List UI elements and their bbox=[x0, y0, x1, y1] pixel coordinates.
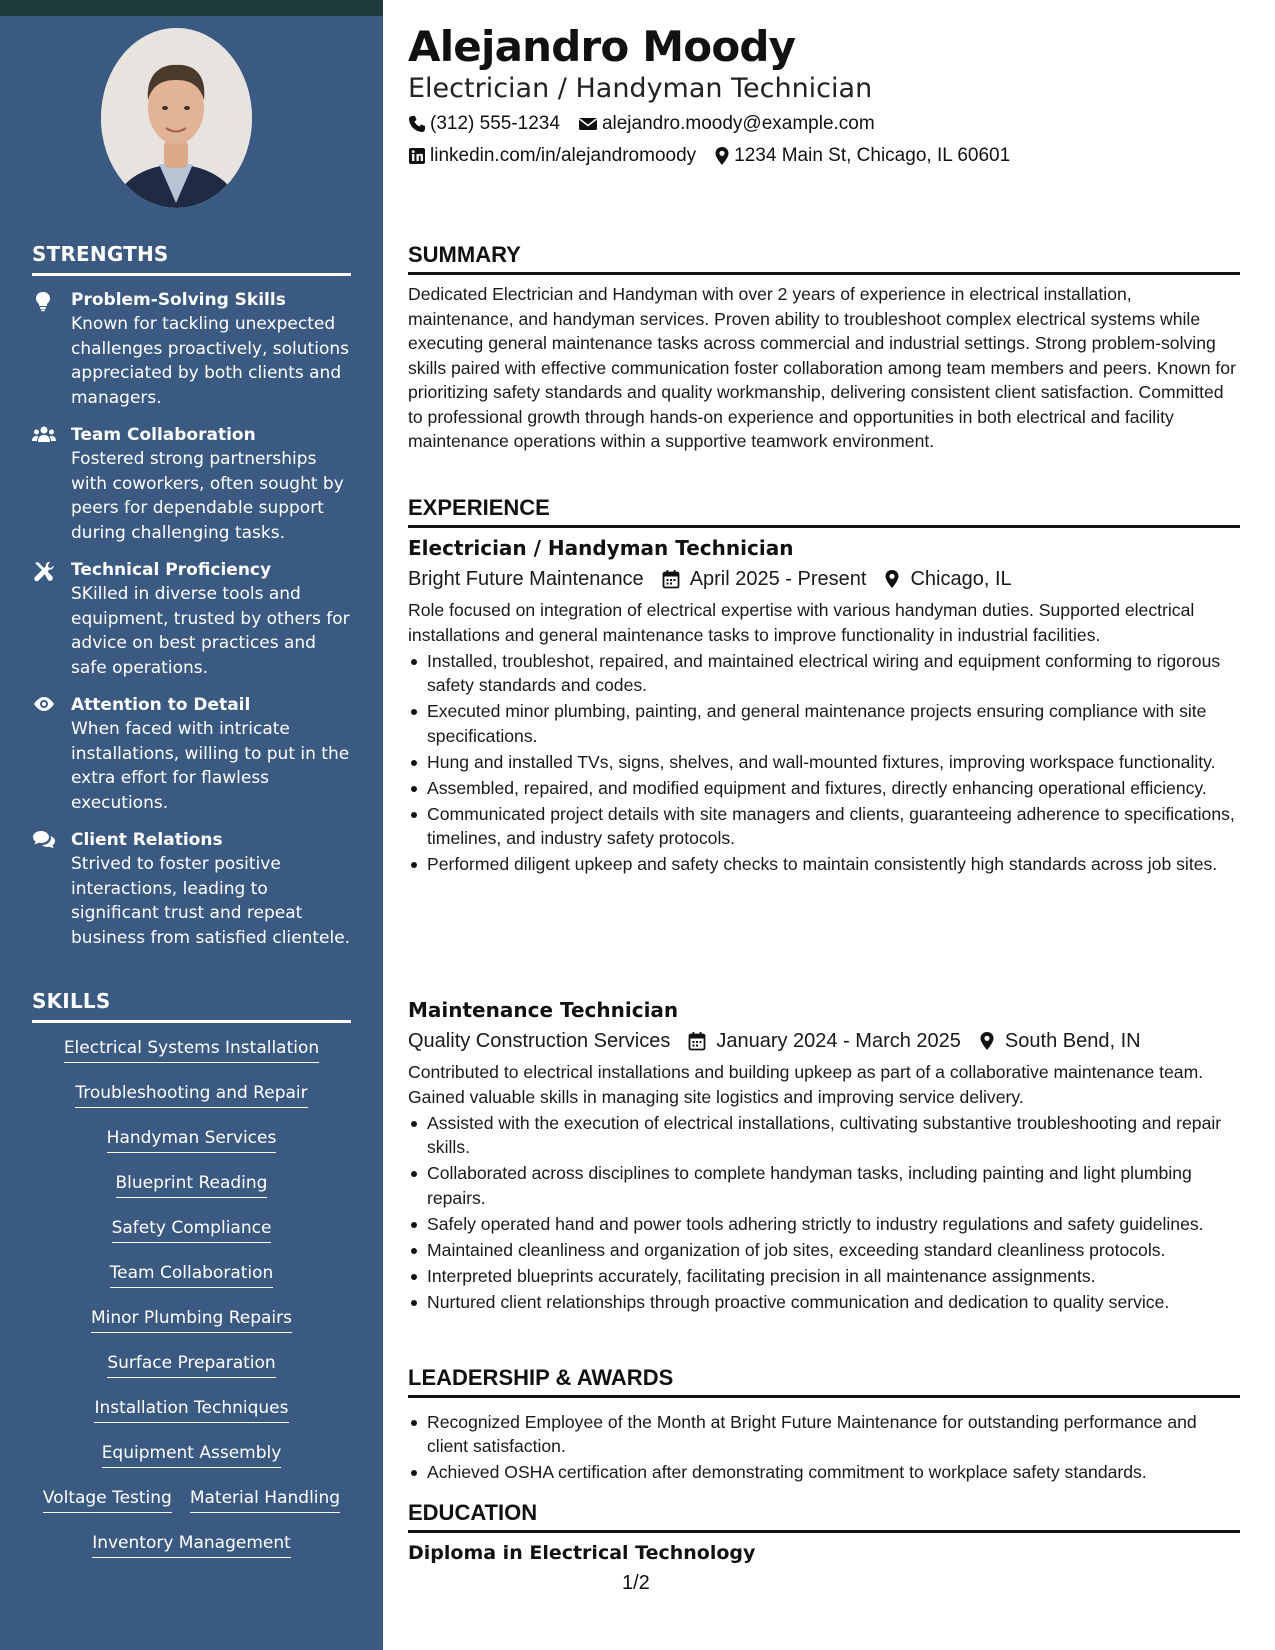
map-marker-icon bbox=[979, 1031, 1005, 1051]
strength-title: Problem-Solving Skills bbox=[71, 290, 286, 310]
candidate-name: Alejandro Moody bbox=[408, 22, 796, 71]
summary-heading: SUMMARY bbox=[408, 242, 1240, 275]
contact-linkedin[interactable] bbox=[408, 145, 696, 167]
skill-tag: Handyman Services bbox=[107, 1126, 277, 1153]
job-meta bbox=[408, 1025, 1240, 1057]
job-bullet: Interpreted blueprints accurately, facilitating precision in all maintenance assignments. bbox=[408, 1264, 1240, 1289]
job-location bbox=[884, 563, 1011, 595]
job-meta bbox=[408, 563, 1240, 595]
skill-tag: Surface Preparation bbox=[107, 1351, 275, 1378]
address-text: 1234 Main St, Chicago, IL 60601 bbox=[734, 145, 1011, 166]
skill-tag: Blueprint Reading bbox=[116, 1171, 268, 1198]
profile-photo bbox=[101, 28, 252, 208]
skills-list bbox=[32, 1036, 351, 1576]
job-bullet: Collaborated across disciplines to complete handyman tasks, including painting and light plumbing repairs. bbox=[408, 1161, 1240, 1210]
strength-description: When faced with intricate installations, willing to put in the extra effort for flawless executions. bbox=[71, 719, 350, 813]
candidate-headline: Electrician / Handyman Technician bbox=[408, 73, 873, 104]
job-bullets bbox=[408, 1111, 1240, 1315]
experience-heading: EXPERIENCE bbox=[408, 495, 1240, 528]
strength-item bbox=[32, 288, 357, 410]
contact-email[interactable] bbox=[578, 113, 875, 135]
envelope-icon bbox=[578, 116, 602, 132]
leadership-list bbox=[408, 1408, 1240, 1485]
strength-item bbox=[32, 693, 357, 815]
job-bullet: Hung and installed TVs, signs, shelves, and wall-mounted fixtures, improving workspace functionality. bbox=[408, 750, 1240, 775]
job-summary: Role focused on integration of electrical expertise with various handyman duties. Supported electrical installations and general maintenance tasks to improve functionality in industrial facilities. bbox=[408, 600, 1195, 645]
job-bullet: Assembled, repaired, and modified equipment and fixtures, directly enhancing operational efficiency. bbox=[408, 776, 1240, 801]
summary-text: Dedicated Electrician and Handyman with over 2 years of experience in electrical installation, maintenance, and handyman services. Proven ability to troubleshoot complex electrical systems while executing general maintenance tasks across commercial and industrial settings. Strong problem-solving skills paired with effective communication foster collaboration among team members and peers. Known for prioritizing safety standards and quality workmanship, delivering consistent client satisfaction. Committed to professional growth through hands-on experience and opportunities in both electrical and facility maintenance operations within a supportive teamwork environment. bbox=[408, 284, 1236, 451]
job-location bbox=[979, 1025, 1141, 1057]
job-dates-text: April 2025 - Present bbox=[689, 568, 867, 590]
job-entry bbox=[408, 533, 1240, 877]
skill-tag: Safety Compliance bbox=[112, 1216, 272, 1243]
skill-tag: Troubleshooting and Repair bbox=[75, 1081, 307, 1108]
comments-icon bbox=[32, 828, 71, 950]
job-company: Quality Construction Services bbox=[408, 1030, 671, 1052]
strength-title: Team Collaboration bbox=[71, 425, 256, 445]
job-bullet: Performed diligent upkeep and safety checks to maintain consistently high standards across job sites. bbox=[408, 852, 1240, 877]
skill-tag: Voltage Testing bbox=[43, 1486, 172, 1513]
job-company: Bright Future Maintenance bbox=[408, 568, 644, 590]
skill-tag: Installation Techniques bbox=[94, 1396, 288, 1423]
sidebar-top-bar bbox=[0, 0, 383, 16]
skill-tag: Team Collaboration bbox=[110, 1261, 274, 1288]
phone-text: (312) 555-1234 bbox=[430, 113, 560, 134]
job-bullet: Maintained cleanliness and organization of job sites, exceeding standard cleanliness protocols. bbox=[408, 1238, 1240, 1263]
job-dates bbox=[662, 563, 867, 595]
job-dates-text: January 2024 - March 2025 bbox=[716, 1030, 961, 1052]
email-text: alejandro.moody@example.com bbox=[601, 113, 875, 134]
skill-tag: Material Handling bbox=[190, 1486, 340, 1513]
strength-description: Strived to foster positive interactions, leading to significant trust and repeat business from satisfied clientele. bbox=[71, 854, 351, 948]
job-entry bbox=[408, 995, 1240, 1314]
job-title: Electrician / Handyman Technician bbox=[408, 536, 794, 560]
education-degree: Diploma in Electrical Technology bbox=[408, 1542, 756, 1564]
strength-item bbox=[32, 558, 357, 680]
job-location-text: Chicago, IL bbox=[910, 568, 1012, 590]
job-bullet: Assisted with the execution of electrical installations, cultivating substantive troubleshooting and repair skills. bbox=[408, 1111, 1240, 1160]
strength-item bbox=[32, 828, 357, 950]
strengths-list bbox=[32, 288, 357, 963]
strength-item bbox=[32, 423, 357, 545]
tools-icon bbox=[32, 558, 71, 680]
contact-address bbox=[714, 145, 1010, 167]
strength-title: Client Relations bbox=[71, 830, 223, 850]
calendar-icon bbox=[662, 569, 690, 589]
award-item: Achieved OSHA certification after demonstrating commitment to workplace safety standards. bbox=[408, 1460, 1240, 1485]
leadership-heading: LEADERSHIP & AWARDS bbox=[408, 1365, 1240, 1398]
skill-tag: Electrical Systems Installation bbox=[64, 1036, 319, 1063]
job-dates bbox=[688, 1025, 961, 1057]
contact-phone bbox=[408, 113, 560, 135]
contact-line bbox=[408, 113, 893, 135]
map-marker-icon bbox=[714, 146, 734, 166]
education-heading: EDUCATION bbox=[408, 1500, 1240, 1533]
skill-tag: Inventory Management bbox=[92, 1531, 291, 1558]
job-location-text: South Bend, IN bbox=[1004, 1030, 1141, 1052]
calendar-icon bbox=[688, 1031, 716, 1051]
award-item: Recognized Employee of the Month at Bright Future Maintenance for outstanding performance and client satisfaction. bbox=[408, 1410, 1240, 1459]
job-bullet: Installed, troubleshot, repaired, and maintained electrical wiring and equipment conforming to rigorous safety standards and codes. bbox=[408, 649, 1240, 698]
strength-title: Attention to Detail bbox=[71, 695, 251, 715]
eye-icon bbox=[32, 693, 71, 815]
skill-tag: Equipment Assembly bbox=[102, 1441, 282, 1468]
linkedin-icon bbox=[408, 147, 430, 165]
lightbulb-icon bbox=[32, 288, 71, 410]
contact-line bbox=[408, 145, 1028, 167]
job-bullets bbox=[408, 649, 1240, 877]
skill-tag: Minor Plumbing Repairs bbox=[91, 1306, 292, 1333]
job-summary: Contributed to electrical installations and building upkeep as part of a collaborative maintenance team. Gained valuable skills in managing site logistics and improving service delivery. bbox=[408, 1062, 1204, 1107]
phone-icon bbox=[408, 115, 430, 133]
job-bullet: Nurtured client relationships through proactive communication and dedication to quality service. bbox=[408, 1290, 1240, 1315]
sidebar bbox=[0, 0, 383, 1650]
strength-description: Fostered strong partnerships with coworkers, often sought by peers for dependable support during challenging tasks. bbox=[71, 449, 344, 543]
strengths-heading: STRENGTHS bbox=[32, 242, 351, 276]
strength-description: SKilled in diverse tools and equipment, trusted by others for advice on best practices and safe operations. bbox=[71, 584, 350, 678]
strength-title: Technical Proficiency bbox=[71, 560, 272, 580]
skills-heading: SKILLS bbox=[32, 989, 351, 1023]
users-icon bbox=[32, 423, 71, 545]
linkedin-text: linkedin.com/in/alejandromoody bbox=[430, 145, 697, 166]
map-marker-icon bbox=[884, 569, 910, 589]
job-bullet: Safely operated hand and power tools adhering strictly to industry regulations and safety guidelines. bbox=[408, 1212, 1240, 1237]
job-bullet: Communicated project details with site managers and clients, guaranteeing adherence to specifications, timelines, and industry safety protocols. bbox=[408, 802, 1240, 851]
job-title: Maintenance Technician bbox=[408, 998, 679, 1022]
page-number: 1/2 bbox=[622, 1572, 650, 1594]
strength-description: Known for tackling unexpected challenges proactively, solutions appreciated by both clients and managers. bbox=[71, 314, 349, 408]
job-bullet: Executed minor plumbing, painting, and general maintenance projects ensuring compliance with site specifications. bbox=[408, 699, 1240, 748]
